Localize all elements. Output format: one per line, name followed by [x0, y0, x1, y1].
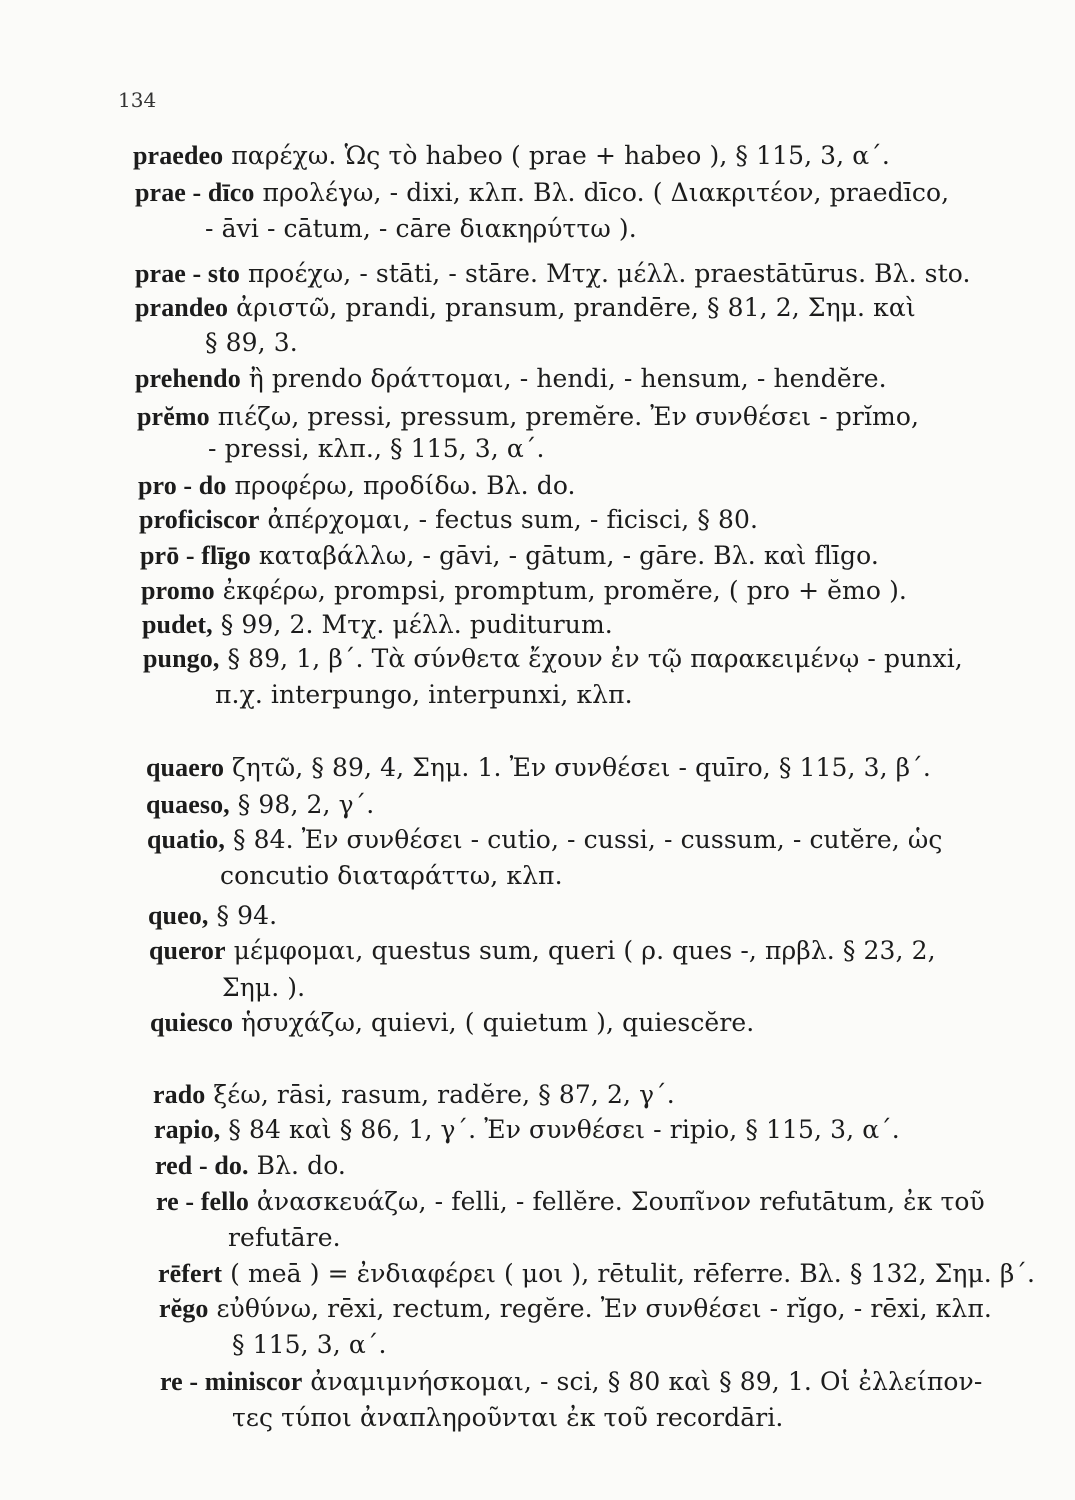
- entry-text: concutio διαταράττω, κλπ.: [220, 861, 563, 890]
- entry-text: ξέω, rāsi, rasum, radĕre, § 87, 2, γ΄.: [213, 1080, 675, 1109]
- headword: rĕgo: [159, 1294, 209, 1323]
- entry-text: καταβάλλω, - gāvi, - gātum, - gāre. Βλ. καὶ flīgo.: [258, 541, 879, 570]
- entry-text: π.χ. interpungo, interpunxi, κλπ.: [215, 680, 633, 709]
- entry-text: § 84 καὶ § 86, 1, γ΄. Ἐν συνθέσει - ripio, § 115, 3, α΄.: [228, 1115, 900, 1144]
- entry-text: Βλ. do.: [256, 1151, 346, 1180]
- entry-text: ἀνασκευάζω, - felli, - fellĕre. Σουπῖνον refutātum, ἐκ τοῦ: [256, 1187, 985, 1216]
- entry-text: ἀριστῶ, prandi, pransum, prandēre, § 81, 2, Σημ. καὶ: [236, 293, 916, 322]
- headword: prehendo: [135, 364, 241, 393]
- entry-text: § 89, 3.: [205, 328, 298, 357]
- entry-text: ἀπέρχομαι, - fectus sum, - ficisci, § 80.: [267, 505, 759, 534]
- headword: quiesco: [150, 1008, 234, 1037]
- headword: rado: [153, 1080, 206, 1109]
- headword: pungo,: [143, 644, 220, 673]
- entry-text: εὐθύνω, rēxi, rectum, regĕre. Ἐν συνθέσει - rĭgo, - rēxi, κλπ.: [216, 1294, 992, 1323]
- entry-text: ἐκφέρω, prompsi, promptum, promĕre, ( pro + ĕmo ).: [222, 576, 907, 605]
- headword: prae - dīco: [135, 178, 255, 207]
- entry-text: - āvi - cātum, - cāre διακηρύττω ).: [205, 214, 637, 243]
- entry-text: § 89, 1, β΄. Τὰ σύνθετα ἔχουν ἐν τῷ παρακειμένῳ - punxi,: [227, 644, 963, 673]
- page-number: 134: [118, 88, 157, 112]
- headword: proficiscor: [139, 505, 260, 534]
- entry-text: § 84. Ἐν συνθέσει - cutio, - cussi, - cussum, - cutĕre, ὡς: [233, 825, 943, 854]
- entry-text: τες τύποι ἀναπληροῦνται ἐκ τοῦ recordāri.: [232, 1403, 784, 1432]
- headword: prandeo: [135, 293, 229, 322]
- entry-text: ἀναμιμνήσκομαι, - sci, § 80 καὶ § 89, 1. Οἱ ἐλλείπον-: [310, 1367, 983, 1396]
- headword: pro - do: [138, 471, 227, 500]
- headword: rēfert: [158, 1259, 223, 1288]
- entry-text: προφέρω, προδίδω. Βλ. do.: [234, 471, 576, 500]
- headword: prō - flīgo: [140, 541, 251, 570]
- headword: quaeso,: [146, 790, 230, 819]
- entry-text: προέχω, - stāti, - stāre. Μτχ. μέλλ. praestātūrus. Βλ. sto.: [247, 259, 971, 288]
- entry-text: παρέχω. Ὡς τὸ habeo ( prae + habeo ), § 115, 3, α΄.: [231, 141, 890, 170]
- entry-text: ἢ prendo δράττομαι, - hendi, - hensum, - hendĕre.: [248, 364, 887, 393]
- entry-text: § 99, 2. Μτχ. μέλλ. puditurum.: [220, 610, 613, 639]
- headword: queror: [149, 936, 226, 965]
- entry-text: προλέγω, - dixi, κλπ. Βλ. dīco. ( Διακριτέον, praedīco,: [262, 178, 950, 207]
- headword: red - do.: [155, 1151, 249, 1180]
- headword: prĕmo: [137, 402, 210, 431]
- headword: rapio,: [154, 1115, 221, 1144]
- entry-text: refutāre.: [228, 1223, 341, 1252]
- entry-text: Σημ. ).: [222, 973, 306, 1002]
- entry-text: ἡσυχάζω, quievi, ( quietum ), quiescĕre.: [241, 1008, 755, 1037]
- entry-text: πιέζω, pressi, pressum, premĕre. Ἐν συνθέσει - prĭmo,: [217, 402, 920, 431]
- entry-text: § 115, 3, α΄.: [232, 1330, 387, 1359]
- entry-text: § 98, 2, γ΄.: [237, 790, 375, 819]
- headword: re - miniscor: [160, 1367, 303, 1396]
- entry-text: § 94.: [216, 901, 278, 930]
- entry-text: ζητῶ, § 89, 4, Σημ. 1. Ἐν συνθέσει - quīro, § 115, 3, β΄.: [232, 753, 931, 782]
- headword: re - fello: [156, 1187, 249, 1216]
- entry-text: ( meā ) = ἐνδιαφέρει ( μοι ), rētulit, rēferre. Βλ. § 132, Σημ. β΄.: [230, 1259, 1036, 1288]
- headword: prae - sto: [135, 259, 240, 288]
- headword: quaero: [146, 753, 225, 782]
- headword: quatio,: [147, 825, 226, 854]
- entry-text: - pressi, κλπ., § 115, 3, α΄.: [208, 434, 545, 463]
- headword: praedeo: [133, 141, 224, 170]
- headword: pudet,: [142, 610, 213, 639]
- headword: promo: [141, 576, 215, 605]
- headword: queo,: [148, 901, 209, 930]
- entry-text: μέμφομαι, questus sum, queri ( ρ. ques -, πρβλ. § 23, 2,: [233, 936, 936, 965]
